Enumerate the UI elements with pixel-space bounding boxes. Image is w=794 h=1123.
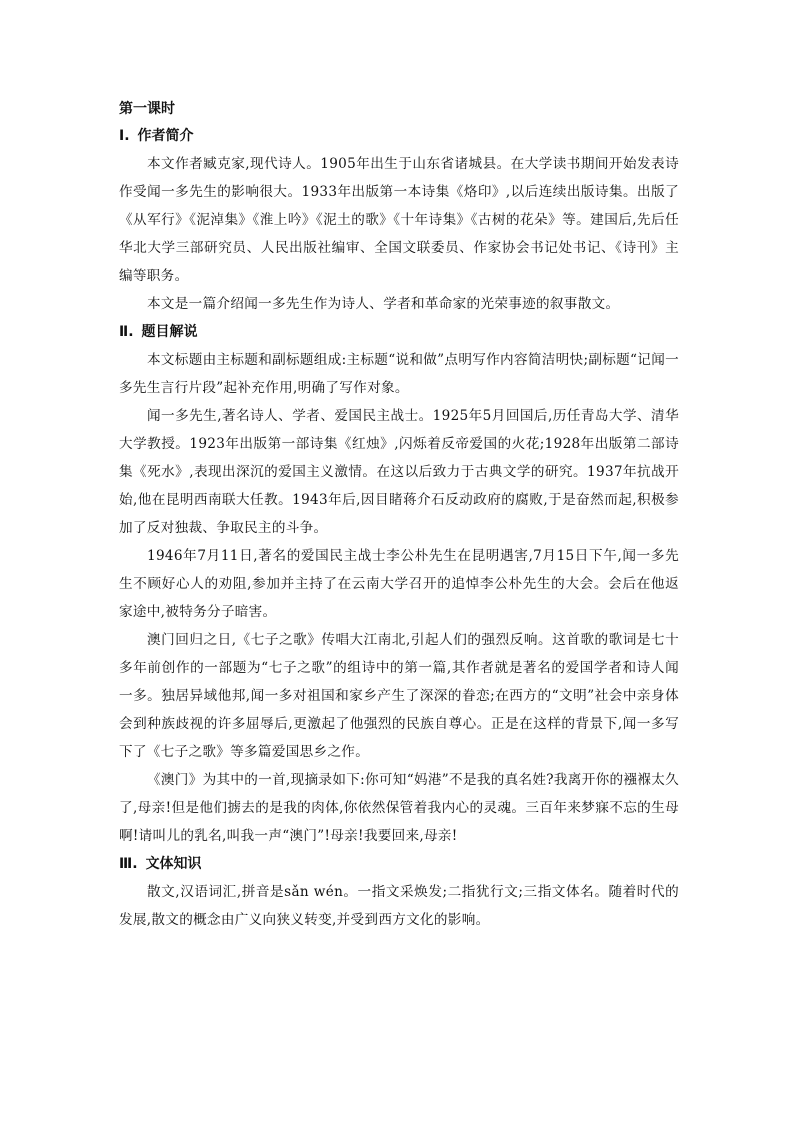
section-author-intro — [119, 124, 679, 318]
paragraph: 《澳门》为其中的一首,现摘录如下:你可知“妈港”不是我的真名姓?我离开你的襁褓太久了,母亲!但是他们掳去的是我的肉体,你依然保管着我内心的灵魂。三百年来梦寐不忘的生母啊!请叫儿的乳名,叫我一声“澳门”!母亲!我要回来,母亲! — [119, 772, 679, 844]
lesson-title: 第一课时 — [119, 101, 175, 117]
paragraph: 散文,汉语词汇,拼音是sǎn wén。一指文采焕发;二指犹行文;三指文体名。随着时代的发展,散文的概念由广义向狭义转变,并受到西方文化的影响。 — [119, 884, 679, 928]
document-content — [119, 98, 679, 934]
section-heading — [119, 320, 679, 344]
paragraph: 澳门回归之日,《七子之歌》传唱大江南北,引起人们的强烈反响。这首歌的歌词是七十多年前创作的一部题为“七子之歌”的组诗中的第一篇,其作者就是著名的爱国学者和诗人闻一多。独居异域他邦,闻一多对祖国和家乡产生了深深的眷恋;在西方的“文明”社会中亲身体会到种族歧视的许多屈辱后,更激起了他强烈的民族自尊心。正是在这样的背景下,闻一多写下了《七子之歌》等多篇爱国思乡之作。 — [119, 632, 679, 760]
section-number: Ⅰ. — [119, 128, 130, 144]
section-title-explanation — [119, 320, 679, 850]
section-title: 题目解说 — [141, 324, 198, 340]
section-heading — [119, 124, 679, 148]
section-title: 文体知识 — [145, 856, 202, 872]
paragraph: 1946年7月11日,著名的爱国民主战士李公朴先生在昆明遇害,7月15日下午,闻一多先生不顾好心人的劝阻,参加并主持了在云南大学召开的追悼李公朴先生的大会。会后在他返家途中,被特务分子暗害。 — [119, 548, 679, 620]
section-genre-knowledge — [119, 852, 679, 934]
paragraph: 本文标题由主标题和副标题组成:主标题“说和做”点明写作内容简洁明快;副标题“记闻一多先生言行片段”起补充作用,明确了写作对象。 — [119, 352, 679, 396]
section-heading — [119, 852, 679, 876]
section-number: Ⅲ. — [119, 856, 138, 872]
section-title: 作者简介 — [137, 128, 194, 144]
paragraph: 闻一多先生,著名诗人、学者、爱国民主战士。1925年5月回国后,历任青岛大学、清华大学教授。1923年出版第一部诗集《红烛》,闪烁着反帝爱国的火花;1928年出版第二部诗集《死水》,表现出深沉的爱国主义激情。在这以后致力于古典文学的研究。1937年抗战开始,他在昆明西南联大任教。1943年后,因目睹蒋介石反动政府的腐败,于是奋然而起,积极参加了反对独裁、争取民主的斗争。 — [119, 408, 679, 536]
section-number: Ⅱ. — [119, 324, 134, 340]
paragraph: 本文作者臧克家,现代诗人。1905年出生于山东省诸城县。在大学读书期间开始发表诗作受闻一多先生的影响很大。1933年出版第一本诗集《烙印》,以后连续出版诗集。出版了《从军行》《泥淖集》《淮上吟》《泥土的歌》《十年诗集》《古树的花朵》等。建国后,先后任华北大学三部研究员、人民出版社编审、全国文联委员、作家协会书记处书记、《诗刊》主编等职务。 — [119, 156, 679, 284]
paragraph: 本文是一篇介绍闻一多先生作为诗人、学者和革命家的光荣事迹的叙事散文。 — [147, 296, 620, 312]
